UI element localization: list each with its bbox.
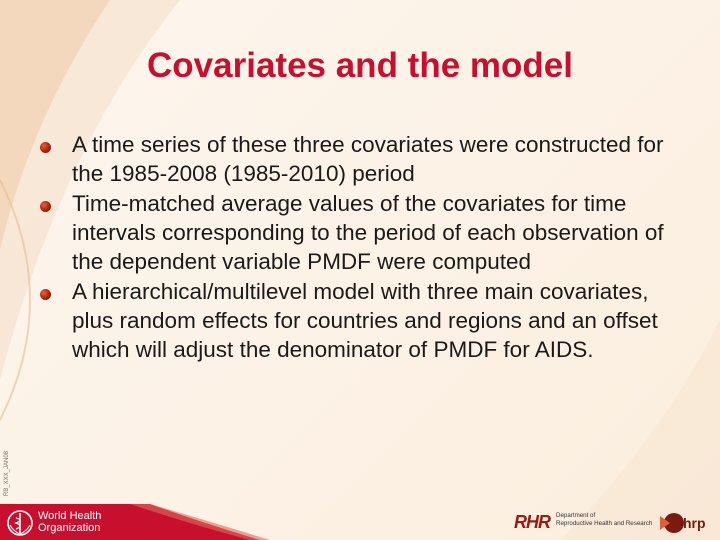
rhr-logo: RHR	[514, 512, 550, 532]
who-line-2: Organization	[38, 522, 101, 534]
who-wordmark	[38, 510, 101, 534]
bullet-item-3	[40, 277, 680, 364]
bullet-text-1: A time series of these three covariates were constructed for the 1985-2008 (1985-2010) period	[72, 132, 664, 186]
bullet-dot-icon	[40, 289, 51, 300]
bullet-dot-icon	[40, 142, 51, 153]
slide-code: RB_XXX_JAN08	[4, 450, 10, 496]
bullet-item-2	[40, 189, 680, 276]
hrp-logo-icon	[658, 510, 684, 536]
hrp-label: hrp	[683, 515, 706, 531]
slide-title: Covariates and the model	[147, 46, 573, 85]
department-text	[556, 512, 652, 528]
bullet-list	[40, 130, 680, 365]
who-emblem-icon	[6, 509, 34, 537]
bullet-dot-icon	[40, 201, 51, 212]
bullet-text-2: Time-matched average values of the covariates for time intervals corresponding to the period of each observation of the dependent variable PMDF were computed	[72, 191, 664, 274]
dept-line-1: Department of	[556, 512, 596, 519]
who-line-1: World Health	[38, 510, 102, 522]
bullet-item-1	[40, 130, 680, 188]
bullet-text-3: A hierarchical/multilevel model with three main covariates, plus random effects for countries and regions and an offset which will adjust the denominator of PMDF for AIDS.	[72, 279, 658, 362]
dept-line-2: Reproductive Health and Research	[556, 520, 653, 527]
